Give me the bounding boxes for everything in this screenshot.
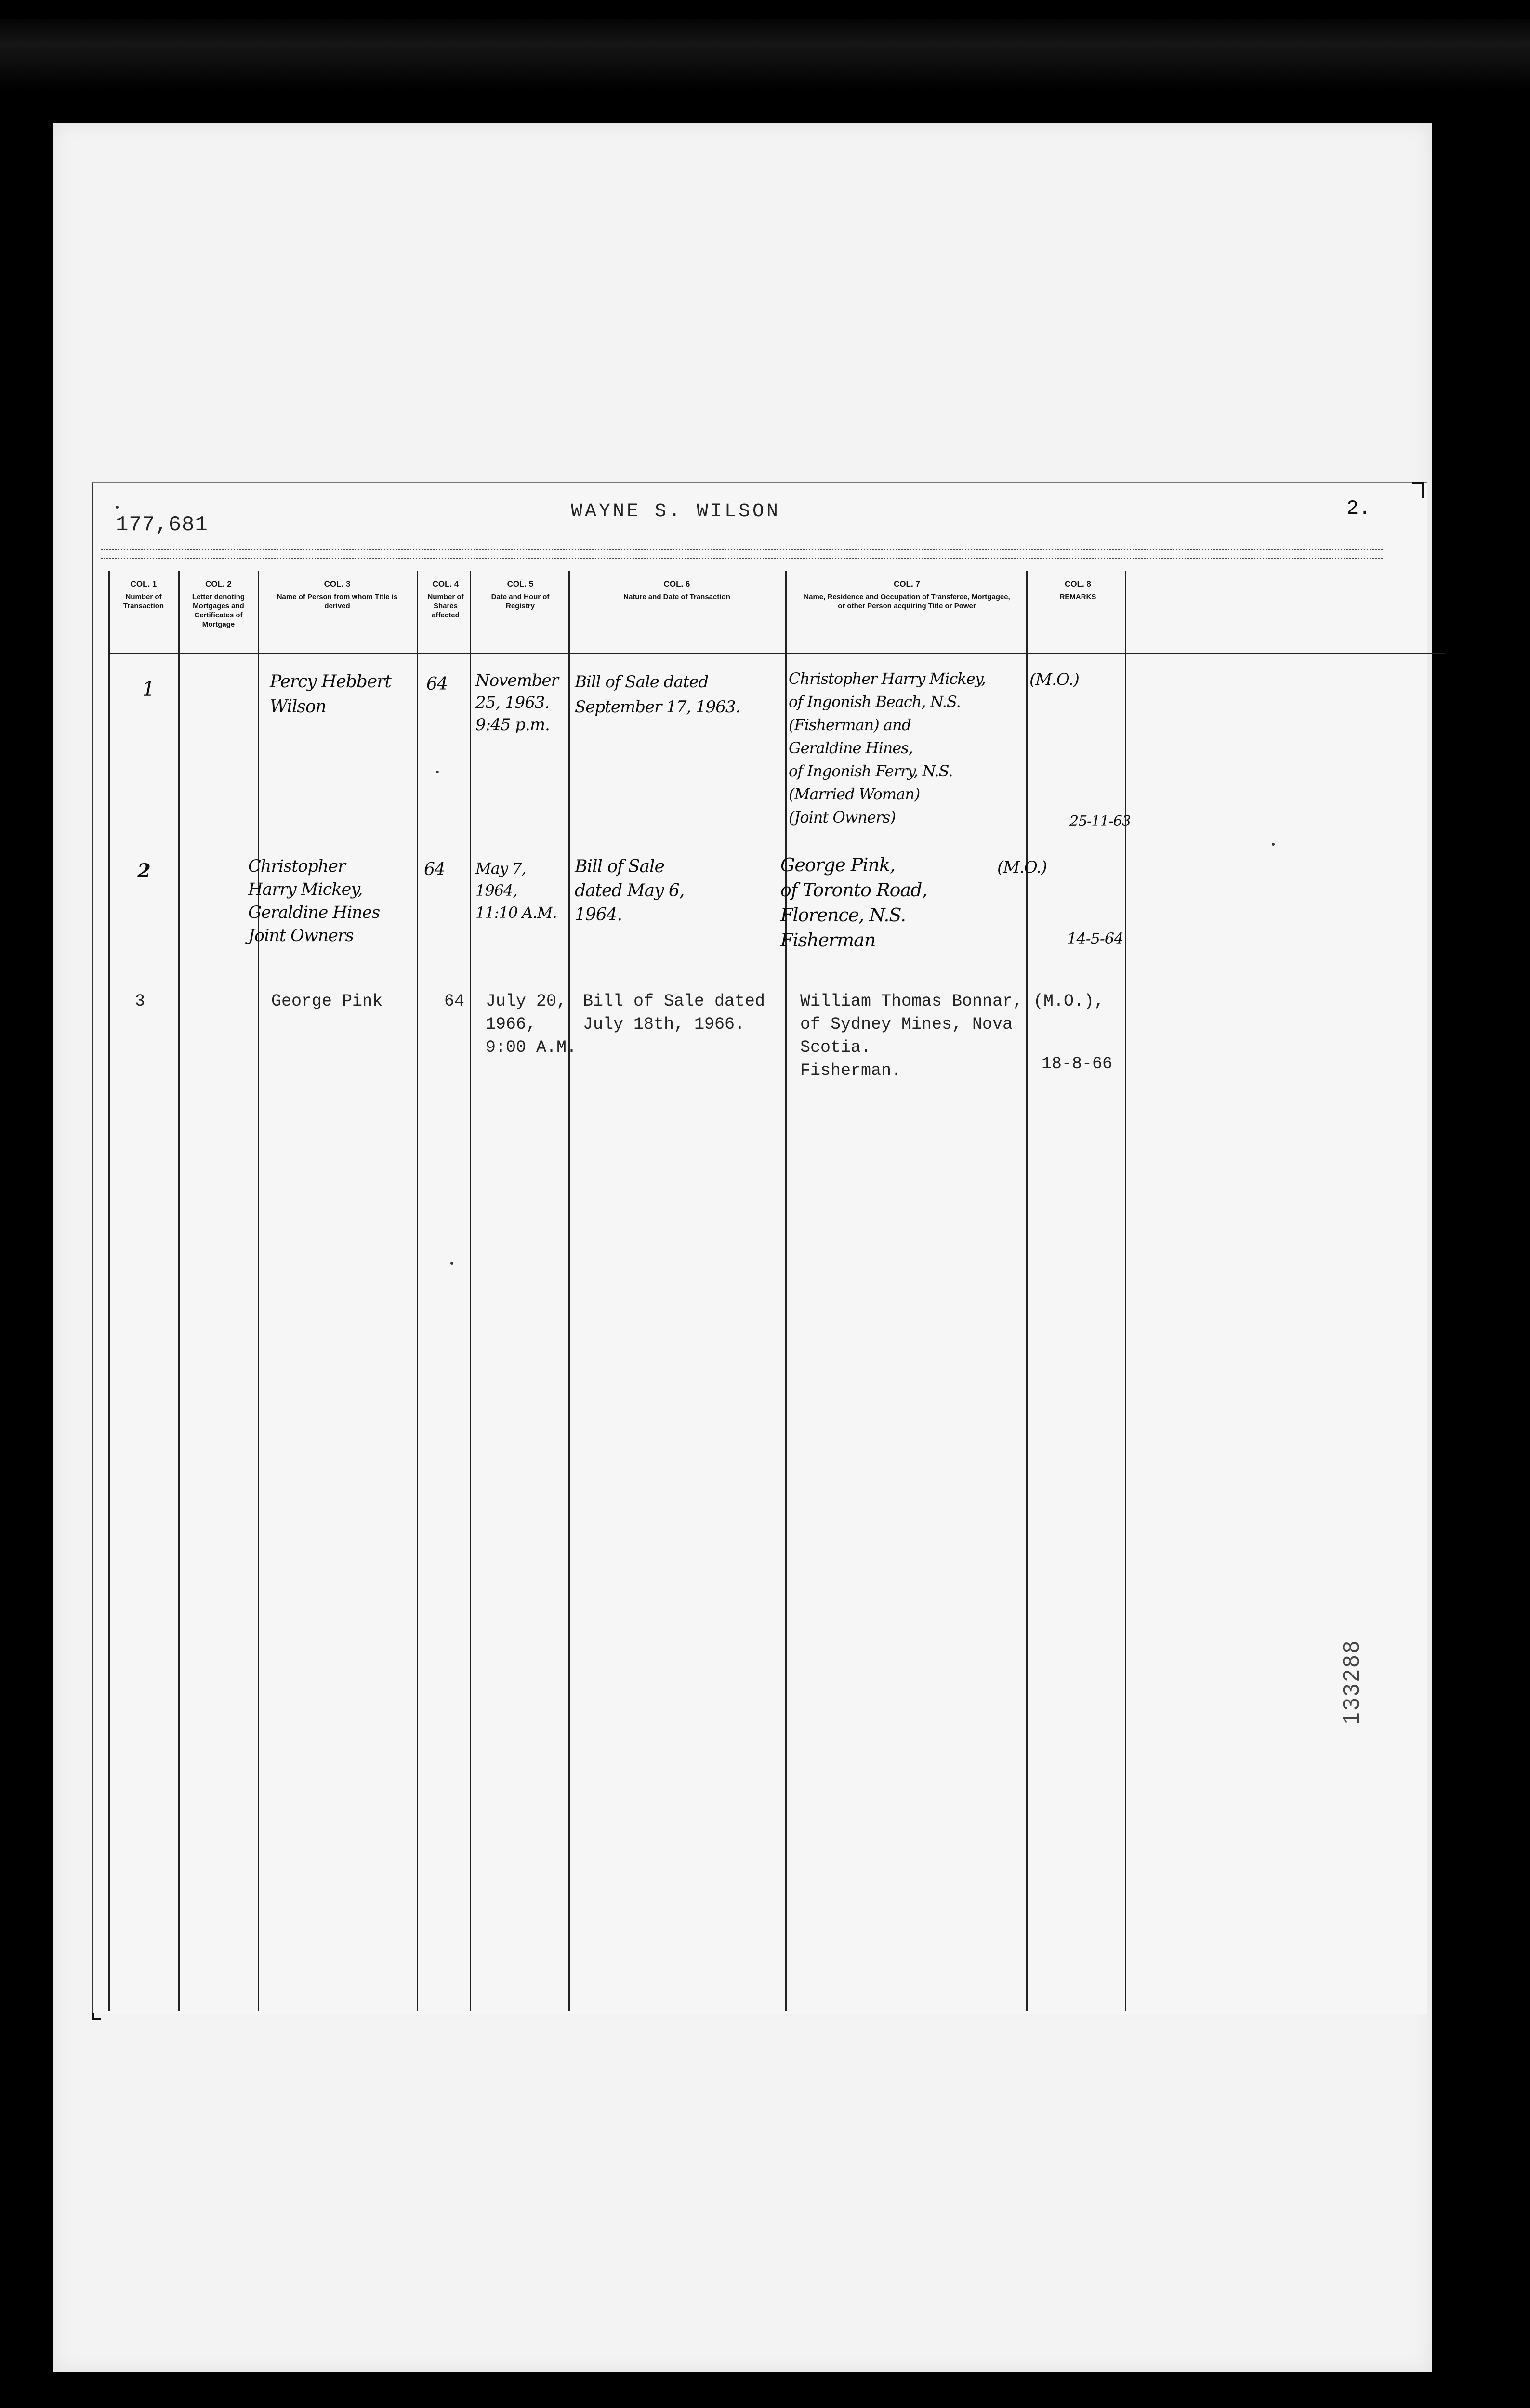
row1-remark-date: 25-11-63 <box>1069 813 1131 830</box>
row2-transaction: Bill of Sale dated May 6, 1964. <box>575 857 685 925</box>
header-rule <box>101 549 1383 550</box>
row1-shares: 64 <box>426 674 448 694</box>
column-line <box>258 571 259 2011</box>
col8-header: COL. 8 REMARKS <box>1059 579 1096 601</box>
row3-registry: July 20, 1966, 9:00 A.M. <box>486 992 577 1057</box>
row2-from-person: Christopher Harry Mickey, Geraldine Hines Joint Owners <box>248 857 380 945</box>
ink-speck <box>436 771 439 773</box>
row3-shares: 64 <box>444 992 465 1011</box>
register-table <box>108 571 1445 2011</box>
ink-speck <box>116 506 119 509</box>
row3-remark-date: 18-8-66 <box>1042 1054 1113 1073</box>
row2-remark-date: 14-5-64 <box>1067 929 1123 948</box>
row3-number: 3 <box>135 992 145 1011</box>
col7-header: COL. 7 Name, Residence and Occupation of Transferee, Mortgagee, or other Person acquiring Title or Power <box>804 579 1010 610</box>
row2-remark-code: (M.O.) <box>997 858 1047 877</box>
row1-remark-code: (M.O.) <box>1029 670 1079 689</box>
col4-header: COL. 4 Number of Shares affected <box>427 579 464 619</box>
row3-from-person: George Pink <box>271 992 383 1011</box>
row2-registry: May 7, 1964, 11:10 A.M. <box>475 859 557 922</box>
row3-transferee: William Thomas Bonnar, of Sydney Mines, Nova Scotia. Fisherman. <box>800 992 1023 1080</box>
vessel-name: WAYNE S. WILSON <box>571 501 781 523</box>
row1-from-person: Percy Hebbert Wilson <box>270 672 391 717</box>
row2-transferee: George Pink, of Toronto Road, Florence, N.S. Fisherman <box>780 854 927 951</box>
header-rule <box>101 558 1383 559</box>
sheet-corner-mark <box>1412 482 1424 498</box>
column-line <box>108 571 110 2011</box>
row3-transaction: Bill of Sale dated July 18th, 1966. <box>583 992 765 1034</box>
archive-stamp-number: 133288 <box>1338 1639 1363 1725</box>
column-line <box>568 571 570 2011</box>
row1-transaction: Bill of Sale dated September 17, 1963. <box>575 672 740 717</box>
sheet-corner-mark <box>92 2013 101 2020</box>
col6-header: COL. 6 Nature and Date of Transaction <box>623 579 730 601</box>
ink-speck <box>1272 843 1275 846</box>
col3-header: COL. 3 Name of Person from whom Title is derived <box>277 579 398 610</box>
row2-shares: 64 <box>424 860 445 879</box>
col2-header: COL. 2 Letter denoting Mortgages and Certificates of Mortgage <box>192 579 245 628</box>
col5-header: COL. 5 Date and Hour of Registry <box>491 579 550 610</box>
col1-header: COL. 1 Number of Transaction <box>123 579 164 610</box>
column-line <box>1125 571 1126 2011</box>
column-line <box>178 571 180 2011</box>
row2-number: 2 <box>137 860 150 882</box>
column-line <box>470 571 471 2011</box>
column-line <box>785 571 787 2011</box>
column-line <box>417 571 418 2011</box>
column-line <box>1026 571 1028 2011</box>
page-number: 2. <box>1346 497 1371 520</box>
ink-speck <box>450 1262 453 1265</box>
row1-registry: November 25, 1963. 9:45 p.m. <box>475 671 558 734</box>
film-edge <box>0 19 1530 92</box>
row1-transferee: Christopher Harry Mickey, of Ingonish Beach, N.S. (Fisherman) and Geraldine Hines, of Ingonish Ferry, N.S. (Married Woman) (Joint Owners) <box>789 669 986 826</box>
row1-number: 1 <box>142 677 155 701</box>
official-number: 177,681 <box>116 513 208 537</box>
row3-remark-code: (M.O.), <box>1033 992 1105 1011</box>
header-divider <box>108 653 1445 654</box>
